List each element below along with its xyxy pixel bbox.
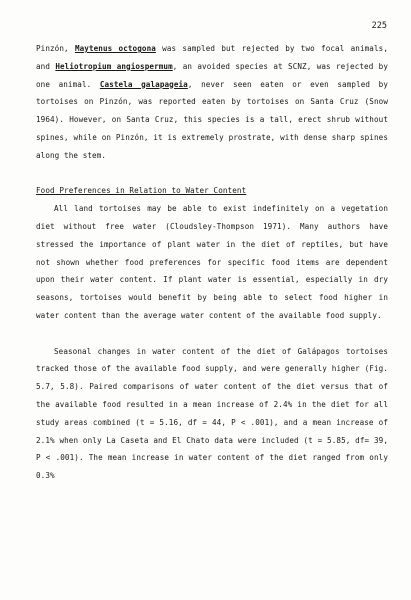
- p3-text: Seasonal changes in water content of the diet of Galápagos tortoises tracked those of the available food supply, and were generally higher (Fig. 5.7, 5.8). Paired comparisons of water content of the diet versus that of the available food resulted in a mean increase of 2.4% in the diet for all study areas combined (t = 5.16, df = 44, P < .001), and a mean increase of 2.1% when only La Caseta and El Chato data were included (t = 5.85, df= 39, P < .001). The mean increase in water content of the diet ranged from only 0.3%: [36, 346, 388, 481]
- paragraph-water: [36, 200, 388, 325]
- paragraph-seasonal: [36, 343, 388, 485]
- species-heliotropium: Heliotropium angiospermum: [55, 61, 173, 71]
- p1-text-2: was sampled but rejected by two focal animals, and: [36, 44, 388, 71]
- p2-text: All land tortoises may be able to exist indefinitely on a vegetation diet without free water (Cloudsley-Thompson 1971). Many authors have stressed the importance of plant water in the diet of reptiles, but have not shown whether food preferences for specific food items are dependent upon their water content. If plant water is essential, especially in dry seasons, tortoises would benefit by being able to select food higher in water content than the average water content of the available food supply.: [36, 204, 388, 320]
- body-text: [36, 40, 388, 485]
- species-castela: Castela galapageia: [99, 79, 188, 89]
- paragraph-castela: [36, 40, 388, 165]
- species-maytenus: Maytenus octogona: [74, 44, 156, 53]
- p1-text-3: , an avoided species at SCNZ, was rejected by one animal.: [36, 61, 389, 89]
- page-number: 225: [371, 21, 387, 31]
- p1-text-4: , never seen eaten or even sampled by tortoises on Pinzón, was reported eaten by tortoises on Santa Cruz (Snow 1964). However, on Santa Cruz, this species is a tall, erect shrub without spines, while on Pinzón, it is extremely prostrate, with dense sharp spines along the stem.: [36, 79, 389, 160]
- p1-text-1: Pinzón,: [36, 44, 75, 53]
- section-heading: Food Preferences in Relation to Water Content: [36, 186, 247, 196]
